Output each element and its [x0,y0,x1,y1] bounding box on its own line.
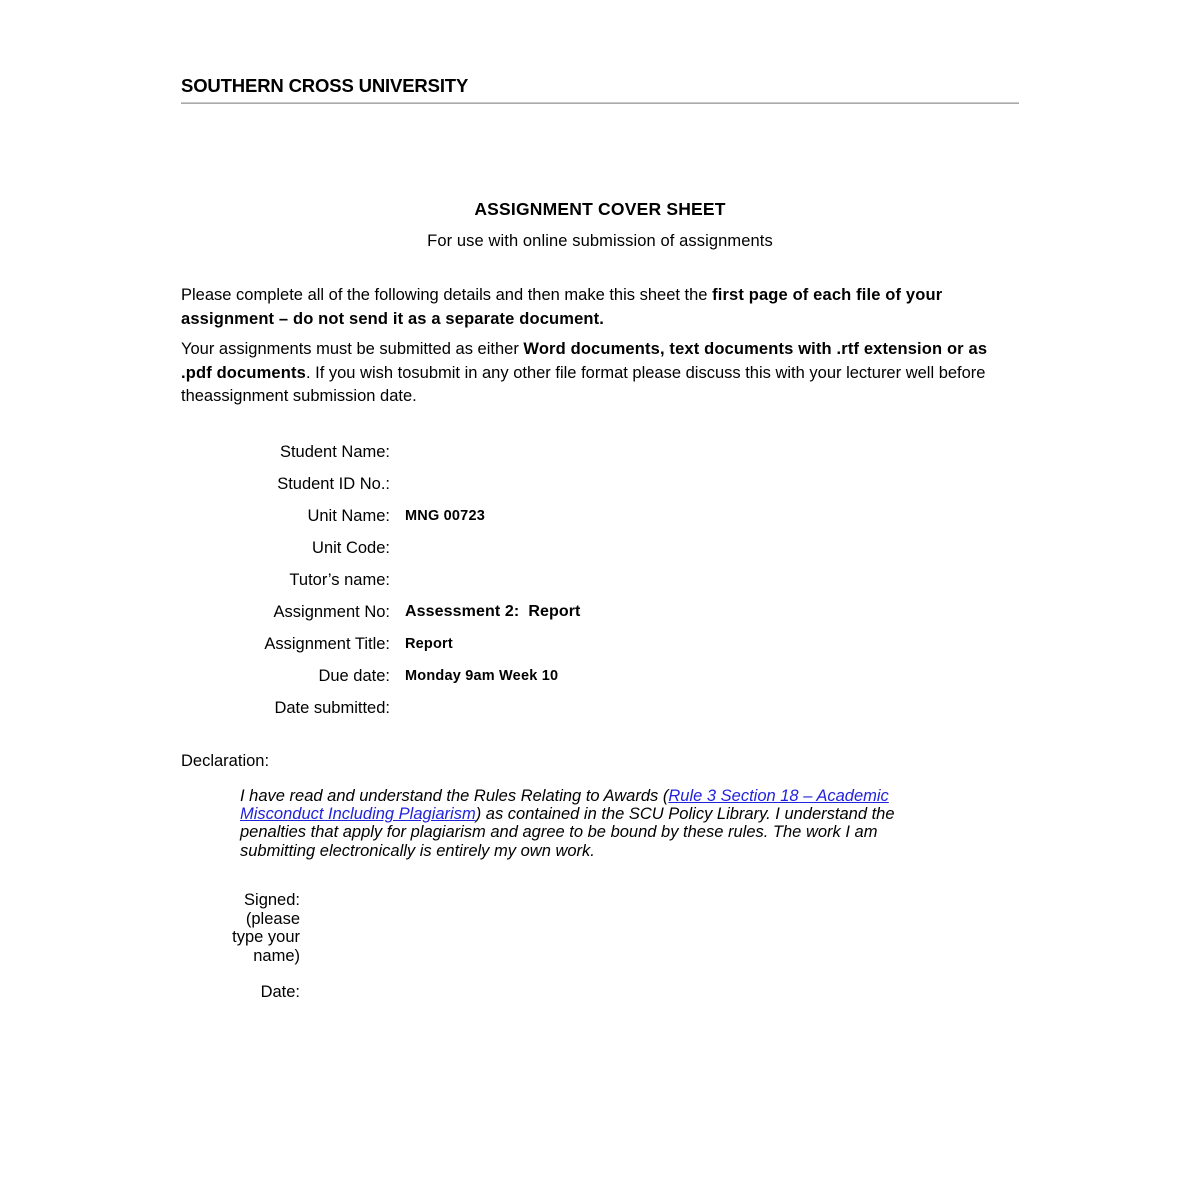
page-title: ASSIGNMENT COVER SHEET [474,199,726,219]
university-name: SOUTHERN CROSS UNIVERSITY [181,75,469,96]
page-subtitle: For use with online submission of assignments [427,232,773,250]
field-label-date-submitted: Date submitted: [274,699,390,717]
declaration-text [240,787,946,860]
field-row-tutor-name [0,569,1200,601]
field-label-unit-name: Unit Name: [307,507,390,525]
declaration-text-after-link: ) as contained in the SCU Policy Library. I understand the penalties that apply for plagiarism and agree to be bound by these rules. The work I am submitting electronically is entirely my own work. [240,805,895,860]
field-row-due-date [0,665,1200,697]
header-divider [181,102,1019,104]
signed-label-line-4: name) [253,946,300,965]
signed-label-line-1: Signed: [244,891,300,909]
signed-label-line-2: (please [245,909,300,928]
signed-label-block [0,891,300,965]
field-value-unit-name[interactable]: MNG 00723 [405,508,485,524]
field-row-assignment-title [0,633,1200,665]
signed-label-line-3: type your [232,928,300,946]
field-label-unit-code: Unit Code: [312,539,390,557]
field-label-student-id: Student ID No.: [277,475,390,493]
date-label: Date: [260,983,300,1001]
field-row-assignment-no [0,601,1200,633]
instructions-p2-normal-start: Your assignments must be submitted as either [181,340,524,358]
instructions-p1-bold: first page of each file of your assignment – do not send it as a separate document. [181,286,943,328]
field-value-due-date[interactable]: Monday 9am Week 10 [405,668,559,684]
field-row-student-id [0,473,1200,505]
field-row-unit-name [0,505,1200,537]
declaration-text-before-link: I have read and understand the Rules Relating to Awards ( [240,787,669,805]
declaration-label: Declaration: [181,752,270,770]
field-value-assignment-title[interactable]: Report [405,636,453,652]
field-label-tutor-name: Tutor’s name: [289,571,390,589]
field-label-assignment-no: Assignment No: [273,603,390,621]
field-label-student-name: Student Name: [279,443,390,461]
field-label-assignment-title: Assignment Title: [264,635,390,653]
cover-sheet-fields [0,441,1200,729]
field-row-date-submitted [0,697,1200,729]
instructions-paragraph-1 [181,284,1003,331]
instructions-p2-bold: Word documents, text documents with .rtf extension or as .pdf documents [181,340,988,382]
document-header [181,76,1019,104]
instructions-paragraph-2 [181,338,1003,409]
field-row-student-name [0,441,1200,473]
field-row-unit-code [0,537,1200,569]
field-value-assignment-no[interactable]: Assessment 2: Report [405,603,581,620]
instructions-p1-normal: Please complete all of the following details and then make this sheet the [181,286,713,304]
field-label-due-date: Due date: [318,667,390,685]
policy-rule-link[interactable]: Rule 3 Section 18 – Academic Misconduct Including Plagiarism [240,787,889,824]
instructions-p2-normal-end: . If you wish tosubmit in any other file format please discuss this with your lecturer well before theassignment submission date. [181,363,986,405]
